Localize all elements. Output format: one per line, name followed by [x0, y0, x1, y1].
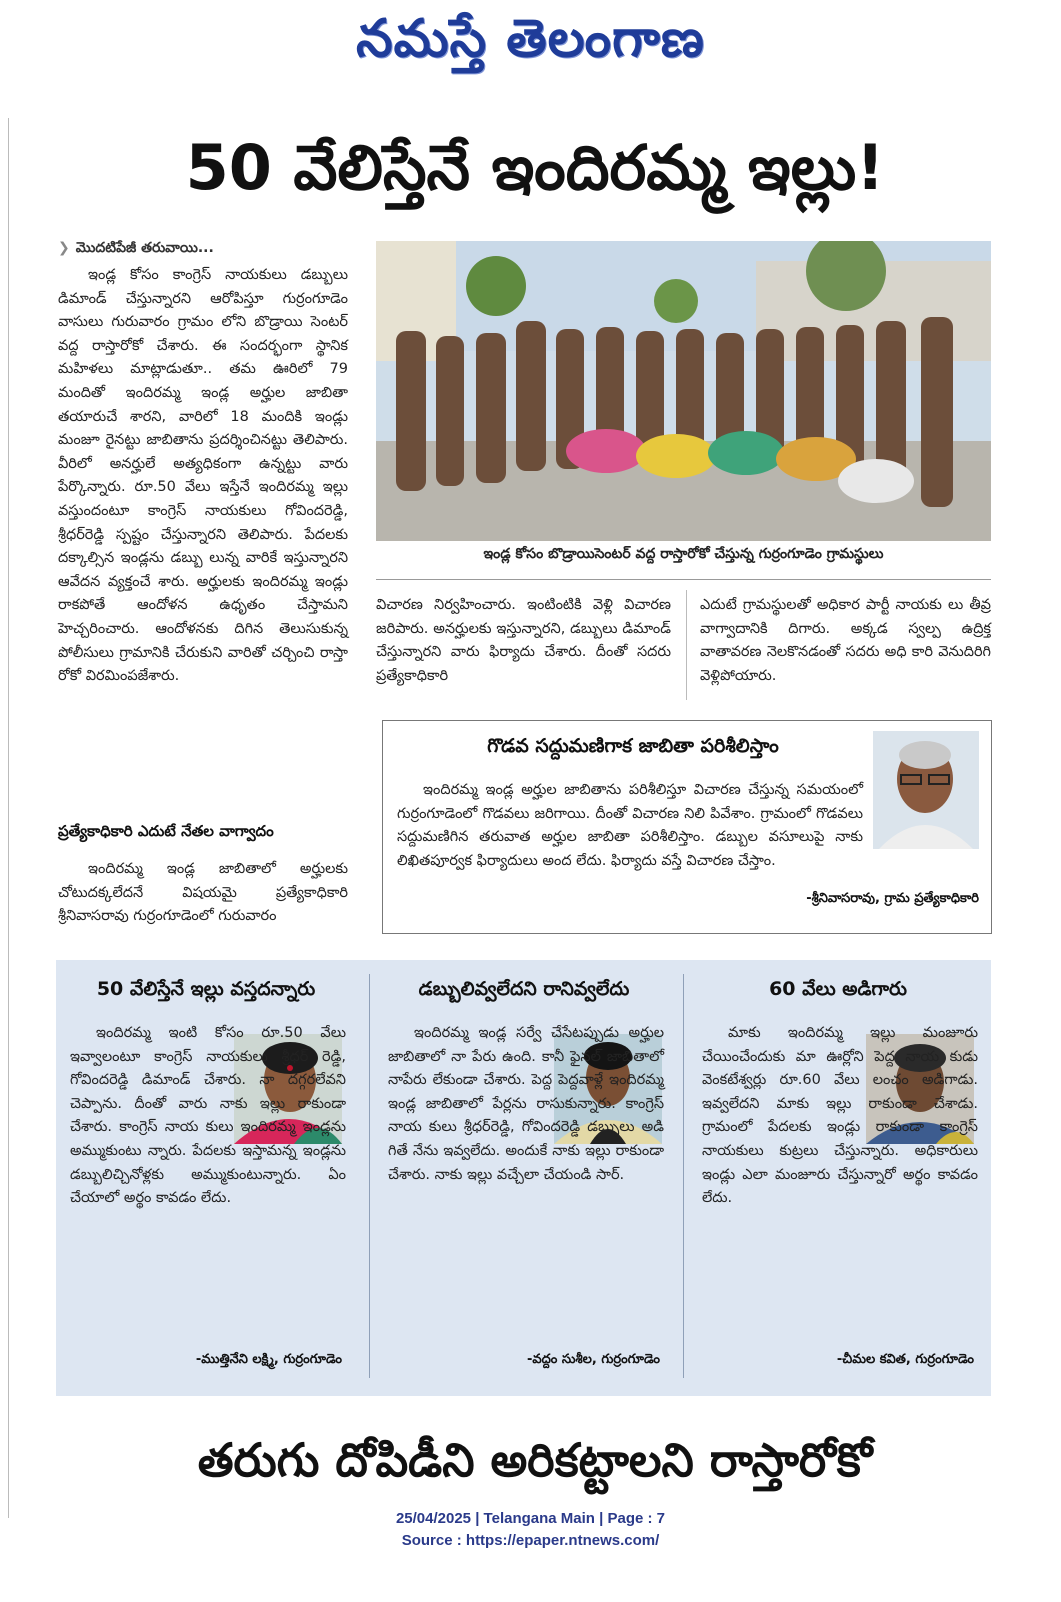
- footer-date-line: 25/04/2025 | Telangana Main | Page : 7: [395, 1510, 666, 1527]
- next-headline: తరుగు దోపిడీని అరికట్టాలని రాస్తారోకో: [197, 1433, 873, 1487]
- voice-paragraph: ఇందిరమ్మ ఇండ్ల సర్వే చేసేటప్పుడు అర్హుల జాబితాలో నా పేరు ఉంది. కానీ ఫైనల్ జాబితాలో నాపేరు లేకుండా చేశారు. పెద్ద పెద్దవాళ్లే ఇందిరమ్మ ఇండ్ల జాబితాలో పేర్లను రాసుకున్నారు. కాంగ్రెస్ నాయ కులు శ్రీధర్‌రెడ్డి, గోవిందరెడ్డి డబ్బులు అడి గితే నేను ఇవ్వలేదు. అందుకే నాకు ఇల్లు రాకుండా చేశారు. నాకు ఇల్లు వచ్చేలా చేయండి సార్.: [388, 1025, 664, 1183]
- column-rule: [686, 590, 687, 700]
- official-quote-box: [382, 720, 992, 934]
- voice-column-2: [374, 960, 674, 1396]
- footer-source-link[interactable]: Source : https://epaper.ntnews.com/: [401, 1532, 660, 1549]
- caption-rule: [376, 579, 991, 580]
- masthead-logo: నమస్తే తెలంగాణ: [356, 8, 705, 69]
- photo-caption: ఇండ్ల కోసం బొడ్రాయిసెంటర్ వద్ద రాస్తారోకో చేస్తున్న గుర్రంగూడెం గ్రామస్థులు: [483, 546, 884, 562]
- public-voices-panel: [56, 960, 991, 1396]
- quote-box-body: [397, 779, 863, 873]
- protest-photo-illustration: [376, 241, 991, 541]
- protest-photo: [376, 241, 991, 541]
- voice-title: 60 వేలు అడిగారు: [769, 978, 907, 1000]
- article-column-3: [700, 594, 991, 688]
- quote-box-title: గొడవ సద్దుమణిగాక జాబితా పరిశీలిస్తాం: [487, 735, 779, 757]
- voice-paragraph: మాకు ఇందిరమ్మ ఇల్లు మంజూరు చేయించేందుకు మా ఊర్లోని పెద్ద నాయ కుడు వెంకటేశ్వర్లు రూ.60 వేలు లంచం అడిగాడు. ఇవ్వలేదని మాకు ఇల్లు రాకుండా చేశాడు. గ్రామంలో పేదలకు ఇండ్లు రాకుండా కాంగ్రెస్ నాయకులు కుట్రలు చేస్తున్నారు. అధికారులు ఇండ్లు ఎలా మంజూరు చేస్తున్నారో అర్థం కావడం లేదు.: [702, 1025, 978, 1207]
- quote-paragraph: ఇందిరమ్మ ఇండ్ల అర్హుల జాబితాను పరిశీలిస్తూ విచారణ చేస్తున్న సమయంలో గుర్రంగూడెంలో గొడవలు జరిగాయి. దీంతో విచారణ నిలి పివేశాం. గ్రామంలో గొడవలు సద్దుమణిగిన తరువాత అర్హుల జాబితా పరిశీలిస్తాం. డబ్బుల వసూలుపై నాకు లిఖితపూర్వక ఫిర్యాదులు అంద లేదు. ఫిర్యాదు వస్తే విచారణ చేస్తాం.: [397, 782, 863, 869]
- page-footer: [0, 1508, 1061, 1552]
- voice-paragraph: ఇందిరమ్మ ఇంటి కోసం రూ.50 వేలు ఇవ్వాలంటూ కాంగ్రెస్ నాయకులు శ్రీధర్ రెడ్డి, గోవిందరెడ్డి డిమాండ్ చేశారు. నా దగ్గరలేవని చెప్పాను. దీంతో వారు నాకు ఇల్లు రాకుండా చేశారు. కాంగ్రెస్ నాయ కులు ఇందిరమ్మ ఇండ్లను అమ్ముకుంటు న్నారు. పేదలకు ఇస్తామన్న ఇండ్లను డబ్బులిచ్చినోళ్లకు అమ్ముకుంటున్నారు. ఏం చేయాలో అర్థం కావడం లేదు.: [70, 1025, 346, 1207]
- voice-title: 50 వేలిస్తేనే ఇల్లు వస్తదన్నారు: [96, 978, 316, 1000]
- article-column-1: [58, 264, 348, 689]
- article-paragraph: విచారణ నిర్వహించారు. ఇంటింటికి వెళ్లి విచారణ జరిపారు. అనర్హులకు ఇస్తున్నారని, డబ్బులు డిమాండ్ చేస్తున్నారని వారు ఫిర్యాదు చేశారు. దీంతో సదరు ప్రత్యేకాధికారి: [376, 597, 671, 684]
- voice-title: డబ్బులివ్వలేదని రానివ్వలేదు: [418, 978, 630, 1000]
- article-paragraph: ఇందిరమ్మ ఇండ్ల జాబితాలో అర్హులకు చోటుదక్కలేదనే విషయమై ప్రత్యేకాధికారి శ్రీనివాసరావు గుర్రంగూడెంలో గురువారం: [58, 861, 348, 925]
- voice-body: [70, 1022, 346, 1211]
- article-paragraph: ఎదుటే గ్రామస్థులతో అధికార పార్టీ నాయకు లు తీవ్ర వాగ్వాదానికి దిగారు. అక్కడ స్వల్ప ఉద్రిక్త వాతావరణ నెలకొనడంతో సదరు అధి కారి వెనుదిరిగి వెళ్లిపోయారు.: [700, 597, 991, 684]
- voice-separator: [683, 974, 684, 1378]
- left-margin-rule: [8, 118, 9, 1518]
- continuation-kicker: [58, 240, 348, 259]
- quote-signature: -శ్రీనివాసరావు, గ్రామ ప్రత్యేకాధికారి: [806, 891, 979, 906]
- voice-signature: -ముత్తినేని లక్ష్మి, గుర్రంగూడెం: [195, 1352, 342, 1367]
- article-column-1-continued: [58, 858, 348, 929]
- kicker-text: మొదటిపేజీ తరువాయి...: [75, 240, 214, 256]
- chevron-right-icon: ❯: [58, 240, 70, 256]
- voice-body: [388, 1022, 664, 1187]
- voice-body: [702, 1022, 978, 1211]
- voice-signature: -వద్దం సుశీల, గుర్రంగూడెం: [526, 1352, 660, 1367]
- official-portrait: [873, 731, 979, 849]
- voice-column-1: [56, 960, 356, 1396]
- voice-separator: [369, 974, 370, 1378]
- article-subhead: ప్రత్యేకాధికారి ఎదుటే నేతల వాగ్వాదం: [58, 822, 274, 840]
- voice-signature: -చీమల కవిత, గుర్రంగూడెం: [836, 1352, 974, 1367]
- article-paragraph: ఇండ్ల కోసం కాంగ్రెస్ నాయకులు డబ్బులు డిమాండ్ చేస్తున్నారని ఆరోపిస్తూ గుర్రంగూడెం వాసులు గురువారం గ్రామం లోని బొడ్రాయి సెంటర్ వద్ద రాస్తారోకో చేశారు. ఈ సందర్భంగా స్థానిక మహిళలు మాట్లాడుతూ.. తమ ఊరిలో 79 మందితో ఇందిరమ్మ ఇండ్ల అర్హుల జాబితా తయారుచే శారని, వారిలో 18 మందికి ఇండ్లు మంజూ రైనట్టు జాబితాను ప్రదర్శించినట్టు తెలిపారు. వీరిలో అనర్హులే అత్యధికంగా ఉన్నట్టు వారు పేర్కొన్నారు. రూ.50 వేలు ఇస్తేనే ఇందిరమ్మ ఇల్లు వస్తుందంటూ కాంగ్రెస్ నాయకులు గోవిందరెడ్డి, శ్రీధర్‌రెడ్డి స్పష్టం చేస్తున్నారని తెలిపారు. పేదలకు దక్కాల్సిన ఇండ్లను డబ్బు లున్న వారికే ఇస్తున్నారని ఆవేదన వ్యక్తంచే శారు. అర్హులకు ఇందిరమ్మ ఇండ్లు రాకపోతే ఆందోళన ఉధృతం చేస్తామని హెచ్చరించారు. ఆందోళనకు దిగిన తెలుసుకున్న పోలీసులు గ్రామానికి చేరుకుని వారితో చర్చించి రాస్తా రోకో విరమింపజేశారు.: [58, 267, 348, 685]
- voice-column-3: [688, 960, 988, 1396]
- main-headline: 50 వేలిస్తేనే ఇందిరమ్మ ఇల్లు!: [185, 131, 885, 204]
- official-portrait-illustration: [873, 731, 979, 849]
- article-column-2: [376, 594, 671, 688]
